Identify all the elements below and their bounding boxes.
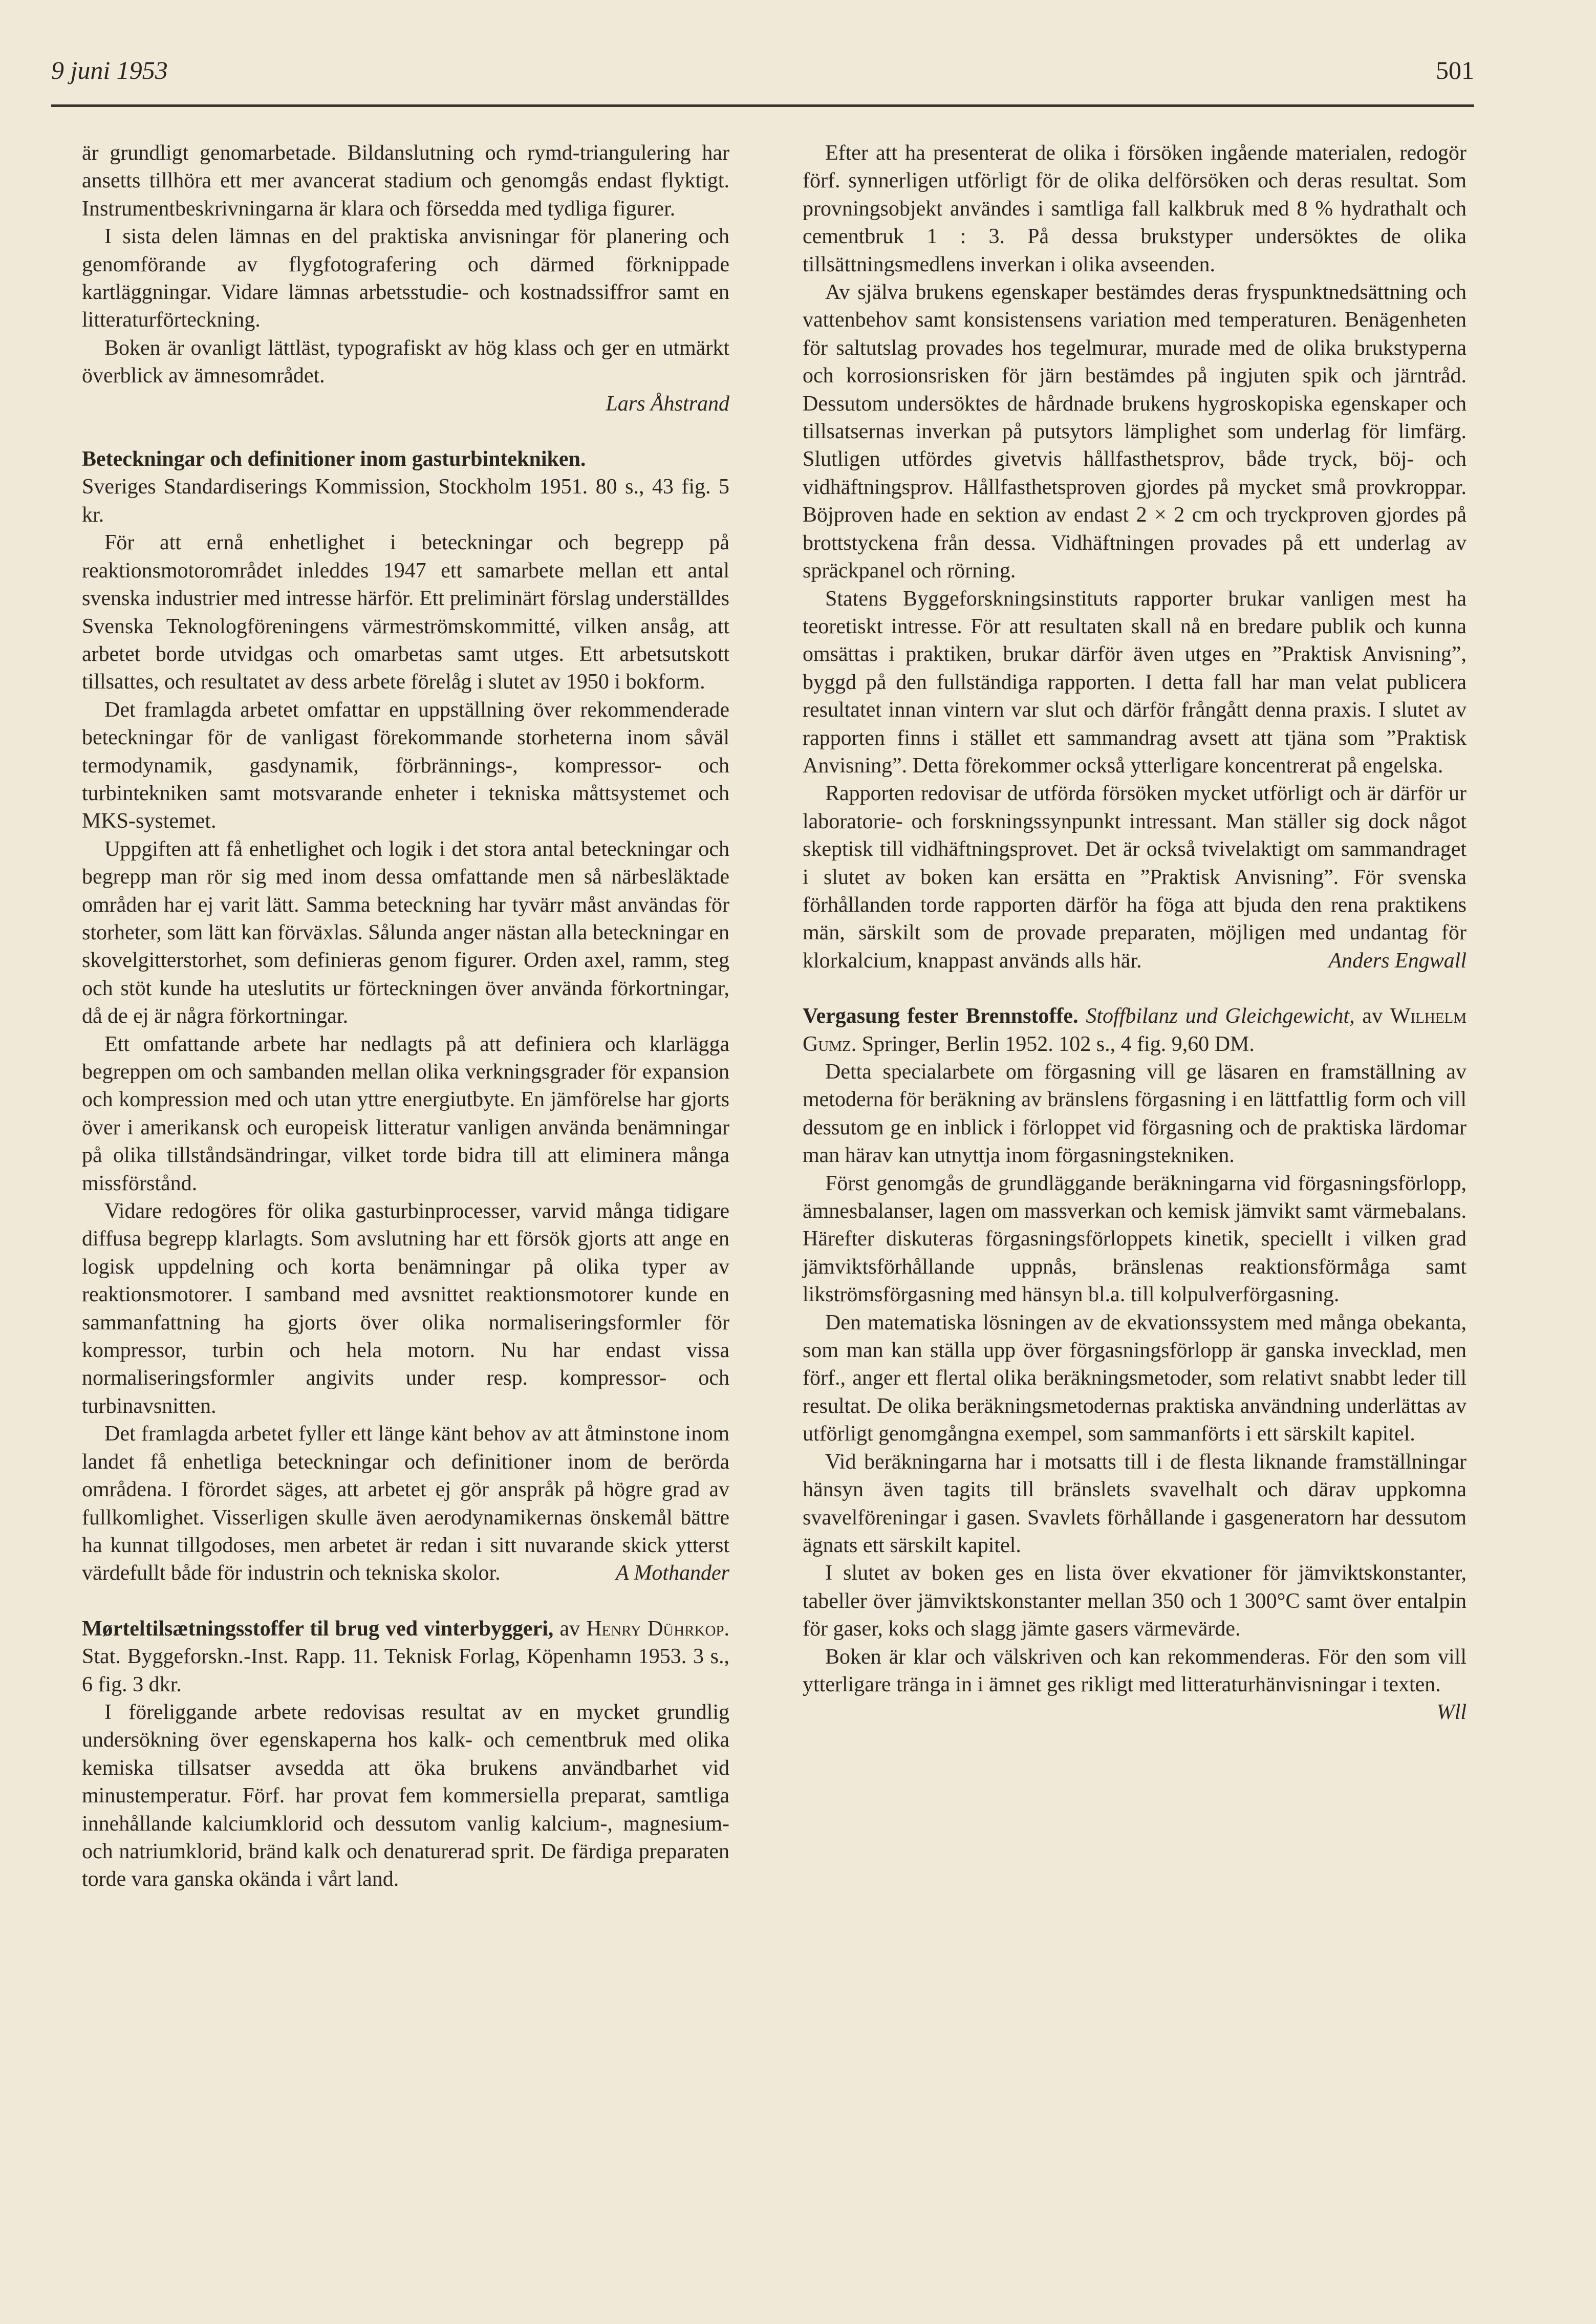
- body-paragraph: Uppgiften att få enhetlighet och logik i det stora antal beteckningar och begrepp man rör sig med inom dessa omfattande men så närbesläktade områden har ej varit lätt. Samma beteckning har tyvärr måst användas för storheter, som lätt kan förväxlas. Sålunda anger nästan alla beteckningar en skovelgitterstorhet, som definieras genom figurer. Orden axel, ramm, steg och stöt kunde ha uteslutits ur förteckningen över använda förkortningar, då de ej är några förkortningar.: [82, 837, 729, 1028]
- reviewer-signature: A Mothander: [615, 1561, 729, 1585]
- body-paragraph: Boken är ovanligt lättläst, typografiskt av hög klass och ger en utmärkt överblick av ämnesområdet.: [82, 336, 729, 388]
- body-paragraph: Först genomgås de grundläggande beräkningarna vid förgasningsförlopp, ämnesbalanser, lagen om massverkan och kemisk jämvikt samt värmebalans. Härefter diskuteras förgasningsförloppets kinetik, speciellt i vilken grad jämviktsförhållande uppnås, bränslenas reaktionsförmåga samt likströmsförgasning med hänsyn bl.a. till kolpulverförgasning.: [803, 1171, 1466, 1307]
- body-paragraph: Efter att ha presenterat de olika i försöken ingående materialen, redogör förf. synnerligen utförligt för de olika delförsöken och deras resultat. Som provningsobjekt användes i samtliga fall kalkbruk med 8 % hydrathalt och cementbruk 1 : 3. På dessa brukstyper undersöktes de olika tillsättningsmedlens inverkan i olika avseenden.: [803, 141, 1466, 276]
- review-author: Henry Dührkop: [586, 1617, 724, 1641]
- page-number: 501: [1436, 56, 1474, 84]
- review-title: Mørteltilsætningsstoffer til brug ved vinterbyggeri,: [82, 1617, 554, 1641]
- body-paragraph: I sista delen lämnas en del praktiska anvisningar för planering och genomförande av flygfotografering och därmed förknippade kartläggningar. Vidare lämnas arbetsstudie- och kostnadssiffror samt en litteraturförteckning.: [82, 225, 729, 332]
- body-paragraph: Ett omfattande arbete har nedlagts på att definiera och klarlägga begreppen om och sambanden mellan olika verkningsgrader för expansion och kompression med och utan yttre energiutbyte. En jämförelse har gjorts över i amerikansk och europeisk litteratur vanligen använda benämningar på olika tillståndsändringar, vilket torde bidra till att eliminera många missförstånd.: [82, 1032, 729, 1195]
- review-by: av: [559, 1617, 580, 1641]
- right-column: [803, 139, 1466, 1727]
- review-publisher: . Springer, Berlin 1952. 102 s., 4 fig. 9,60 DM.: [851, 1032, 1255, 1056]
- body-paragraph: [803, 780, 1466, 975]
- body-paragraph: Vid beräkningarna har i motsatts till i de flesta liknande framställningar hänsyn även tagits till bränslets svavelhalt och därav uppkomna svavelföreningar i gasen. Svavlets förhållande i gasgeneratorn har dessutom ägnats ett särskilt kapitel.: [803, 1450, 1466, 1557]
- review-author: Wilhelm Gumz: [803, 1004, 1467, 1056]
- review-entry: [803, 1002, 1466, 1727]
- body-paragraph: Statens Byggeforskningsinstituts rapporter brukar vanligen mest ha teoretiskt intresse. För att resultaten skall nå en bredare publik och kunna omsättas i praktiken, brukar därför även utges en ”Praktisk Anvisning”, byggd på den fullständiga rapporten. I detta fall har man velat publicera resultatet innan vintern var slut och därför frångått denna praxis. I slutet av rapporten finns i stället ett sammandrag avsett att tjäna som ”Praktisk Anvisning”. Detta förekommer också ytterligare koncentrerat på engelska.: [803, 587, 1466, 778]
- review-heading: [82, 1615, 729, 1698]
- review-entry: [82, 1615, 729, 1893]
- review-subtitle: Stoffbilanz und Gleichgewicht,: [1086, 1004, 1355, 1028]
- review-title: Vergasung fester Brennstoffe.: [803, 1004, 1079, 1028]
- review-entry: [82, 445, 729, 1587]
- body-paragraph: är grundligt genomarbetade. Bildanslutning och rymd-triangulering har ansetts tillhöra ett mer avancerat stadium och genomgås endast flyktigt. Instrumentbeskrivningarna är klara och försedda med tydliga figurer.: [82, 141, 729, 221]
- body-paragraph: [82, 1420, 729, 1587]
- review-heading: [82, 445, 729, 529]
- body-paragraph: Den matematiska lösningen av de ekvationssystem med många obekanta, som man kan ställa upp över förgasningsförlopp är ganska invecklad, men förf., anger ett flertal olika beräkningsmetoder, som relativt snabbt leder till resultat. De olika beräkningsmetodernas praktiska användning underlättas av utförligt genomgångna exempel, som sammanförts i ett särskilt kapitel.: [803, 1310, 1466, 1446]
- review-title: Beteckningar och definitioner inom gasturbintekniken.: [82, 447, 586, 471]
- body-paragraph: I slutet av boken ges en lista över ekvationer för jämviktskonstanter, tabeller över jämviktskonstanter mellan 350 och 1 300°C samt över entalpin för gaser, koks och slagg jämte gasers värmevärde.: [803, 1561, 1466, 1641]
- body-paragraph: Det framlagda arbetet omfattar en uppställning över rekommenderade beteckningar för de vanligast förekommande storheterna inom såväl termodynamik, gasdynamik, förbrännings-, kompressor- och turbintekniken samt motsvarande enheter i tekniska måttsystemet och MKS-systemet.: [82, 698, 729, 833]
- body-paragraph: [803, 1643, 1466, 1725]
- body-paragraph: Vidare redogöres för olika gasturbinprocesser, varvid många tidigare diffusa begrepp klarlagts. Som avslutning har ett försök gjorts att ange en logisk uppdelning och korta benämningar på olika typer av reaktionsmotorer. I samband med avsnittet reaktionsmotorer kunde en sammanfattning ha gjorts över olika normaliseringsformler för kompressor, turbin och hela motorn. Nu har endast vissa normaliseringsformler angivits under resp. kompressor- och turbinavsnitten.: [82, 1199, 729, 1418]
- body-paragraph: För att ernå enhetlighet i beteckningar och begrepp på reaktionsmotorområdet inleddes 1947 ett samarbete mellan ett antal svenska industrier med intresse härför. Ett preliminärt förslag underställdes Svenska Teknologföreningens värmeströmskommitté, vilken ansåg, att arbetet borde utvidgas och omarbetas samt utges. Ett arbetsutskott tillsattes, och resultatet av dess arbete förelåg i slutet av 1950 i bokform.: [82, 531, 729, 694]
- review-publisher: Sveriges Standardiserings Kommission, Stockholm 1951. 80 s., 43 fig. 5 kr.: [82, 475, 729, 527]
- reviewer-signature: Wll: [1436, 1701, 1466, 1725]
- left-column: [82, 139, 729, 1893]
- body-paragraph: Av själva brukens egenskaper bestämdes deras fryspunktnedsättning och vattenbehov samt konsistensens variation med temperaturen. Benägenheten för saltutslag provades hos tegelmurar, murade med de olika brukstyperna och korrosionsrisken för järn bestämdes på ingjuten spik och järntråd. Dessutom undersöktes de hårdnade brukens hygroskopiska egenskaper och tillsatsernas inverkan på putsytors lämplighet som underlag för limfärg. Slutligen utfördes givetvis hållfasthetsprov, både tryck, böj- och vidhäftningsprov. Hållfasthetsproven gjordes på mycket små provkroppar. Böjproven hade en sektion av endast 2 × 2 cm och tryckproven gjordes på brottstyckena från dessa. Vidhäftningen provades på ett underlag av spräckpanel och rörning.: [803, 281, 1466, 583]
- review-heading: [803, 1002, 1466, 1058]
- reviewer-signature: Lars Åhstrand: [606, 392, 729, 416]
- review-by: av: [1362, 1004, 1383, 1028]
- page-header: [51, 55, 1474, 107]
- paragraph-text: Boken är klar och välskriven och kan rekommenderas. För den som vill ytterligare tränga in i ämnet ges rikligt med litteraturhänvisningar i texten.: [803, 1645, 1466, 1696]
- reviewer-signature: Anders Engwall: [1328, 949, 1466, 973]
- body-paragraph: I föreliggande arbete redovisas resultat av en mycket grundlig undersökning över egenskaperna hos kalk- och cementbruk med olika kemiska tillsatser avsedda att öka brukens användbarhet vid minustemperatur. Förf. har provat fem kommersiella preparat, samtliga innehållande kalciumklorid och dessutom vanlig kalcium-, magnesium- och natriumklorid, bränd kalk och denaturerad sprit. De färdiga preparaten torde vara ganska okända i vårt land.: [82, 1700, 729, 1891]
- paragraph-text: Rapporten redovisar de utförda försöken mycket utförligt och är därför ur laboratorie- och forskningssynpunkt intressant. Man ställer sig dock något skeptisk till vidhäftningsprovet. Det är också tvivelaktigt om sammandraget i slutet av boken kan ersätta en ”Praktisk Anvisning”. För svenska förhållanden torde rapporten därför ha föga att bjuda den rena praktikens män, särskilt som de provade preparaten, möjligen med undantag för klorkalcium, knappast används alls här.: [803, 782, 1466, 973]
- issue-date: 9 juni 1953: [51, 56, 168, 84]
- body-paragraph: Detta specialarbete om förgasning vill ge läsaren en framställning av metoderna för beräkning av bränslens förgasning i en lättfattlig form och vill dessutom ge en inblick i förloppet vid förgasning och de praktiska lärdomar man härav kan utnyttja inom förgasningstekniken.: [803, 1060, 1466, 1168]
- review-publisher: . Stat. Byggeforskn.-Inst. Rapp. 11. Teknisk Forlag, Köpenhamn 1953. 3 s., 6 fig. 3 dkr.: [82, 1617, 730, 1696]
- paragraph-text: Det framlagda arbetet fyller ett länge känt behov av att åtminstone inom landet få enhetliga beteckningar och definitioner inom de berörda områdena. I förordet säges, att arbetet ej gör anspråk på högre grad av fullkomlighet. Visserligen skulle även aerodynamikernas önskemål bättre ha kunnat tillgodoses, men arbetet är redan i sitt nuvarande skick ytterst värdefullt både för industrin och tekniska skolor.: [82, 1422, 729, 1585]
